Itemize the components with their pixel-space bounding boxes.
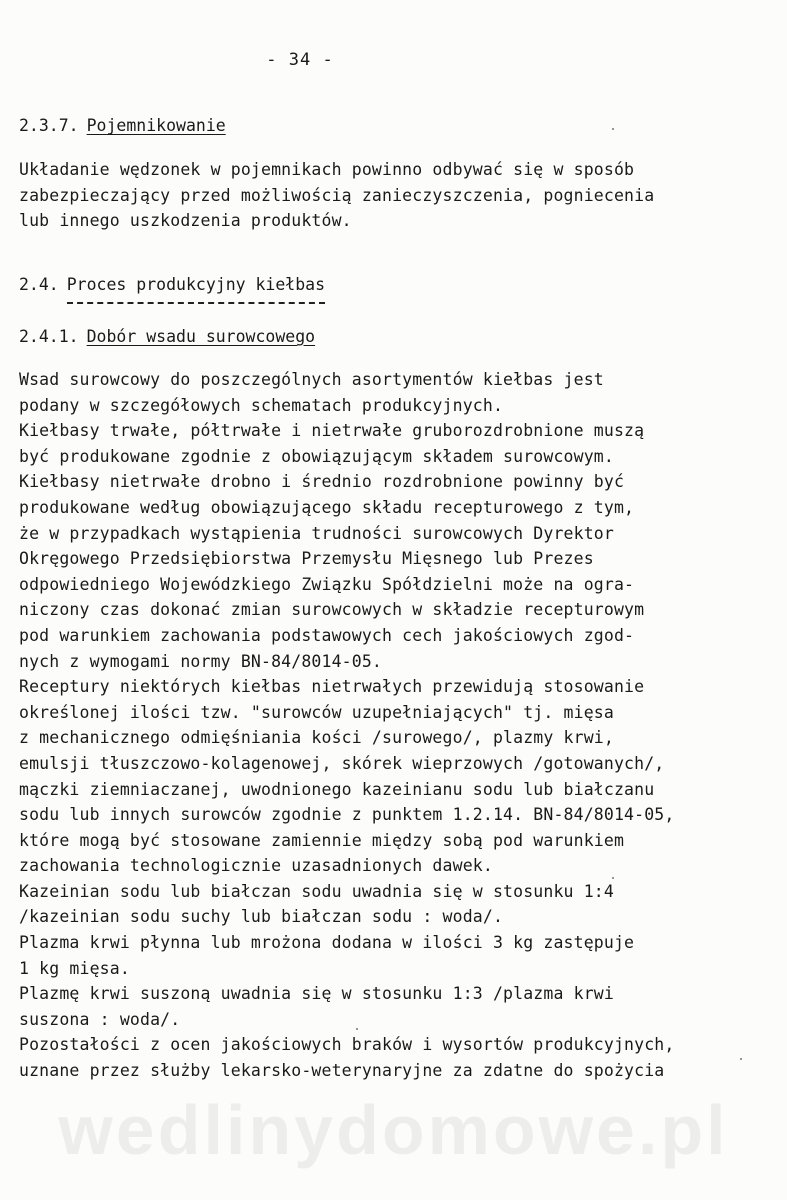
scan-speck bbox=[740, 1058, 742, 1060]
text-line: Plazmę krwi suszoną uwadnia się w stosunku 1:3 /plazma krwi bbox=[19, 984, 614, 1004]
text-line: /kazeinian sodu suchy lub białczan sodu : woda/. bbox=[19, 907, 504, 927]
text-line: być produkowane zgodnie z obowiązującym składem surowcowym. bbox=[19, 446, 614, 466]
section-2-3-7-body bbox=[19, 157, 779, 234]
text-line: Kiełbasy trwałe, półtrwałe i nietrwałe gruborozdrobnione muszą bbox=[19, 421, 645, 441]
text-line: Plazma krwi płynna lub mrożona dodana w ilości 3 kg zastępuje bbox=[19, 933, 635, 953]
text-line: lub innego uszkodzenia produktów. bbox=[19, 211, 352, 231]
section-heading-2-4-1 bbox=[19, 327, 315, 346]
scan-speck bbox=[612, 877, 614, 879]
text-line: określonej ilości tzw. "surowców uzupełniających" tj. mięsa bbox=[19, 702, 614, 722]
text-line: emulsji tłuszczowo-kolagenowej, skórek wieprzowych /gotowanych/, bbox=[19, 753, 665, 773]
text-line: podany w szczegółowych schematach produkcyjnych. bbox=[19, 395, 504, 415]
section-title: Pojemnikowanie bbox=[86, 116, 226, 135]
text-line: z mechanicznego odmięśniania kości /surowego/, plazmy krwi, bbox=[19, 728, 614, 748]
section-number: 2.4.1. bbox=[19, 327, 79, 346]
text-line: uznane przez służby lekarsko-weterynaryjne za zdatne do spożycia bbox=[19, 1061, 665, 1081]
section-heading-2-3-7 bbox=[19, 116, 226, 135]
scan-speck bbox=[612, 128, 614, 130]
watermark: wedlinydomowe.pl bbox=[58, 1091, 729, 1169]
section-number: 2.3.7. bbox=[19, 116, 79, 135]
text-line: produkowane według obowiązującego składu recepturowego z tym, bbox=[19, 497, 635, 517]
scan-speck bbox=[356, 1028, 358, 1030]
text-line: mączki ziemniaczanej, uwodnionego kazeinianu sodu lub białczanu bbox=[19, 779, 655, 799]
text-line: Pozostałości z ocen jakościowych braków i wysortów produkcyjnych, bbox=[19, 1035, 675, 1055]
text-line: sodu lub innych surowców zgodnie z punktem 1.2.14. BN-84/8014-05, bbox=[19, 805, 675, 825]
text-line: zabezpieczający przed możliwością zanieczyszczenia, pogniecenia bbox=[19, 185, 655, 205]
text-line: Receptury niektórych kiełbas nietrwałych przewidują stosowanie bbox=[19, 677, 645, 697]
text-line: Wsad surowcowy do poszczególnych asortymentów kiełbas jest bbox=[19, 370, 604, 389]
text-line: które mogą być stosowane zamiennie między sobą pod warunkiem bbox=[19, 830, 625, 850]
text-line: 1 kg mięsa. bbox=[19, 958, 130, 978]
text-line: Układanie wędzonek w pojemnikach powinno odbywać się w sposób bbox=[19, 160, 635, 179]
text-line: nych z wymogami normy BN-84/8014-05. bbox=[19, 651, 383, 671]
section-2-4-1-body bbox=[19, 367, 779, 1084]
text-line: Okręgowego Przedsiębiorstwa Przemysłu Mięsnego lub Prezes bbox=[19, 549, 594, 569]
text-line: że w przypadkach wystąpienia trudności surowcowych Dyrektor bbox=[19, 523, 614, 543]
text-line: suszona : woda/. bbox=[19, 1009, 181, 1029]
section-title: Dobór wsadu surowcowego bbox=[86, 327, 316, 346]
text-line: Kiełbasy nietrwałe drobno i średnio rozdrobnione powinny być bbox=[19, 472, 625, 492]
section-heading-2-4 bbox=[19, 275, 325, 294]
text-line: Kazeinian sodu lub białczan sodu uwadnia się w stosunku 1:4 bbox=[19, 881, 614, 901]
page-number: - 34 - bbox=[266, 50, 334, 70]
text-line: zachowania technologicznie uzasadnionych dawek. bbox=[19, 856, 493, 876]
text-line: niczony czas dokonać zmian surowcowych w składzie recepturowym bbox=[19, 600, 645, 620]
text-line: pod warunkiem zachowania podstawowych cech jakościowych zgod- bbox=[19, 625, 635, 645]
text-line: odpowiedniego Wojewódzkiego Związku Spółdzielni może na ogra- bbox=[19, 574, 635, 594]
section-number: 2.4. bbox=[19, 275, 59, 294]
section-title: Proces produkcyjny kiełbas bbox=[66, 275, 326, 294]
